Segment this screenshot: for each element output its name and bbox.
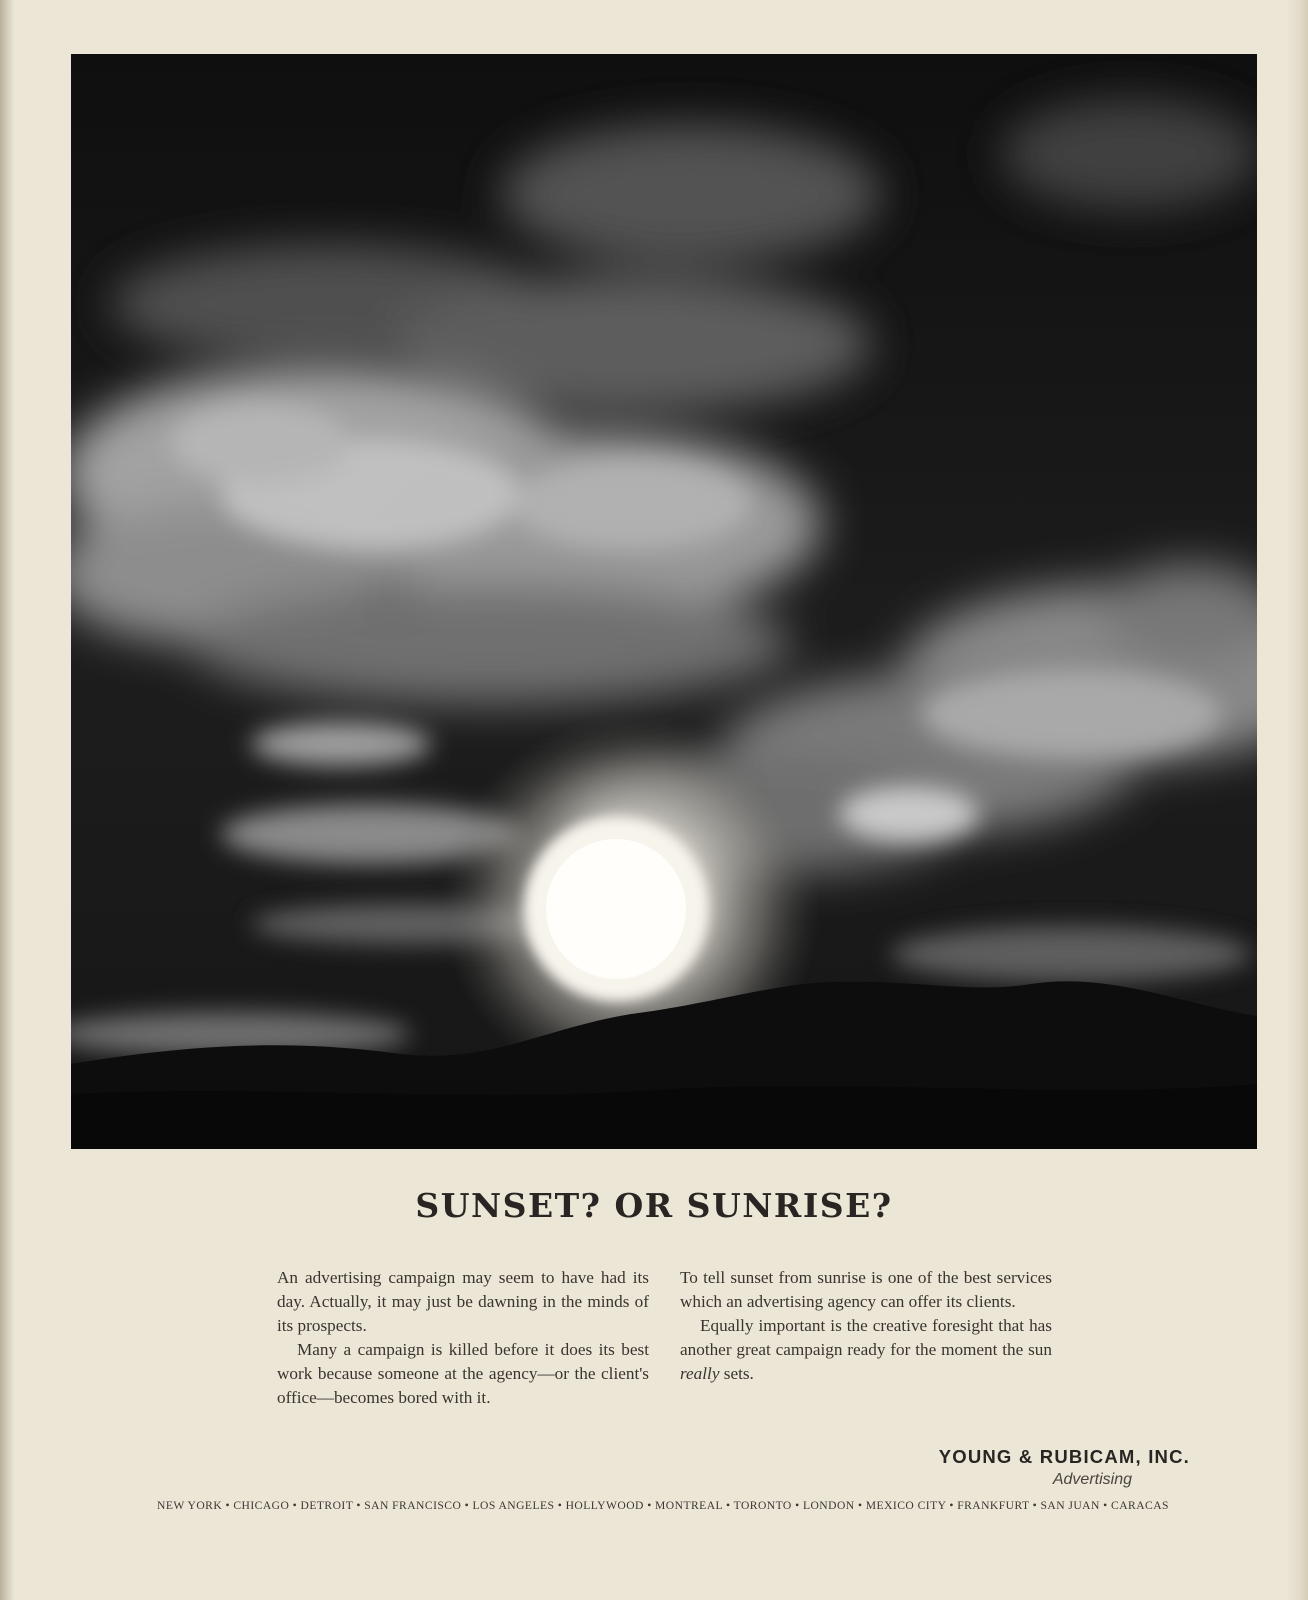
company-name: YOUNG & RUBICAM, INC.: [938, 1446, 1190, 1467]
emphasis-text: really: [680, 1364, 720, 1383]
body-text: sets.: [719, 1364, 754, 1383]
body-column-right: [680, 1266, 1052, 1386]
page-gutter-shadow: [0, 0, 14, 1600]
headline: SUNSET? OR SUNRISE?: [415, 1186, 893, 1225]
body-column-left: [277, 1266, 649, 1410]
body-text: Equally important is the creative foresight that has another great campaign ready for the moment the sun: [680, 1316, 1052, 1359]
signature-block: [939, 1446, 1190, 1489]
sky-photo: [71, 54, 1257, 1149]
body-paragraph: [680, 1314, 1052, 1386]
body-paragraph: To tell sunset from sunrise is one of the best services which an advertising agency can offer its clients.: [680, 1268, 1052, 1311]
office-locations: NEW YORK • CHICAGO • DETROIT • SAN FRANCISCO • LOS ANGELES • HOLLYWOOD • MONTREAL • TORONTO • LONDON • MEXICO CITY • FRANKFURT • SAN JUAN • CARACAS: [157, 1499, 1169, 1512]
page-edge: [1286, 0, 1308, 1600]
body-paragraph: An advertising campaign may seem to have had its day. Actually, it may just be dawning in the minds of its prospects.: [277, 1268, 649, 1335]
company-tagline: Advertising: [1052, 1471, 1132, 1488]
body-paragraph: Many a campaign is killed before it does its best work because someone at the agency—or the client's office—becomes bored with it.: [277, 1340, 649, 1407]
